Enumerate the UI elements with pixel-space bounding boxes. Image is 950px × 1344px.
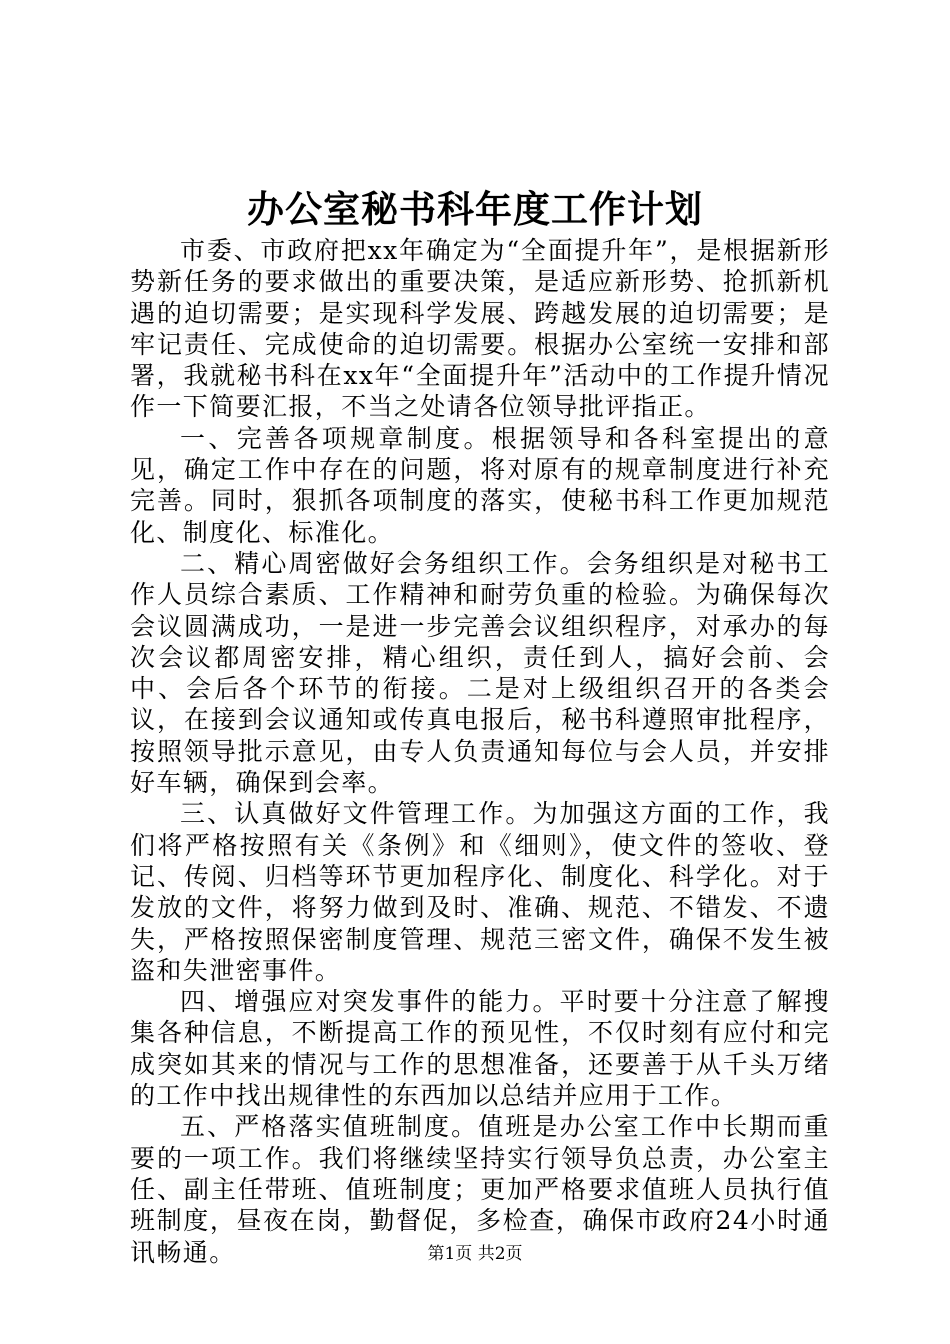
paragraph-item-4: 四、增强应对突发事件的能力。平时要十分注意了解搜集各种信息，不断提高工作的预见性，不仅时刻有应付和完成突如其来的情况与工作的思想准备，还要善于从千头万绪的工作中找出规律性的东西加以总结并应用于工作。 <box>130 987 830 1111</box>
document-title: 办公室秘书科年度工作计划 <box>247 187 703 231</box>
paragraph-item-2: 二、精心周密做好会务组织工作。会务组织是对秘书工作人员综合素质、工作精神和耐劳负重的检验。为确保每次会议圆满成功，一是进一步完善会议组织程序，对承办的每次会议都周密安排，精心组织，责任到人，搞好会前、会中、会后各个环节的衔接。二是对上级组织召开的各类会议，在接到会议通知或传真电报后，秘书科遵照审批程序，按照领导批示意见，由专人负责通知每位与会人员，并安排好车辆，确保到会率。 <box>130 548 830 798</box>
paragraph-item-5: 五、严格落实值班制度。值班是办公室工作中长期而重要的一项工作。我们将继续坚持实行领导负总责，办公室主任、副主任带班、值班制度；更加严格要求值班人员执行值班制度，昼夜在岗，勤督促，多检查，确保市政府24小时通讯畅通。 <box>130 1112 830 1267</box>
paragraph-intro: 市委、市政府把xx年确定为“全面提升年”，是根据新形势新任务的要求做出的重要决策，是适应新形势、抢抓新机遇的迫切需要；是实现科学发展、跨越发展的迫切需要；是牢记责任、完成使命的迫切需要。根据办公室统一安排和部署，我就秘书科在xx年“全面提升年”活动中的工作提升情况作一下简要汇报，不当之处请各位领导批评指正。 <box>130 236 830 422</box>
document-body <box>130 235 830 1268</box>
paragraph-item-1: 一、完善各项规章制度。根据领导和各科室提出的意见，确定工作中存在的问题，将对原有的规章制度进行补充完善。同时，狠抓各项制度的落实，使秘书科工作更加规范化、制度化、标准化。 <box>130 423 830 547</box>
page-number-footer: 第1页 共2页 <box>427 1244 523 1264</box>
paragraph-item-3: 三、认真做好文件管理工作。为加强这方面的工作，我们将严格按照有关《条例》和《细则》，使文件的签收、登记、传阅、归档等环节更加程序化、制度化、科学化。对于发放的文件，将努力做到及时、准确、规范、不错发、不遗失，严格按照保密制度管理、规范三密文件，确保不发生被盗和失泄密事件。 <box>130 799 830 985</box>
